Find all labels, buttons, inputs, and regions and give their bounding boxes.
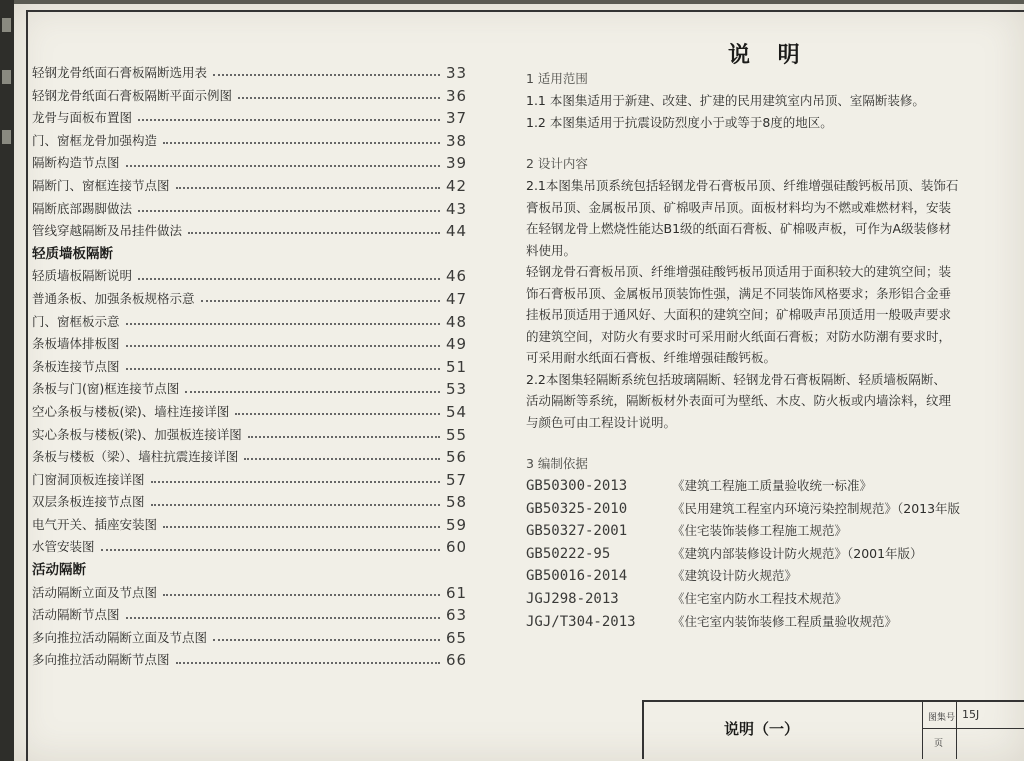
toc-entry (32, 401, 472, 424)
heading-basis: 3 编制依据 (526, 456, 588, 471)
toc-entry-page: 59 (446, 515, 468, 534)
toc-entry-title: 活动隔断节点图 (32, 607, 120, 623)
toc-entry-page: 55 (446, 425, 468, 444)
toc-entry-title: 门窗洞顶板连接详图 (32, 471, 145, 487)
toc-entry (32, 311, 472, 334)
paragraph-line: 饰石膏板吊顶、金属板吊顶装饰性强，满足不同装饰风格要求；条形铝合金垂 (526, 285, 952, 301)
toc-entry-title: 轻钢龙骨纸面石膏板隔断平面示例图 (32, 87, 233, 103)
toc-entry-page: 53 (446, 380, 468, 399)
page-title: 说 明 (728, 43, 810, 68)
toc-entry (32, 62, 472, 85)
leader-dots (138, 210, 440, 212)
toc-entry-page: 58 (446, 493, 468, 512)
leader-dots (163, 594, 440, 596)
toc-entry (32, 491, 472, 514)
toc-entry (32, 265, 472, 288)
paragraph: 1.2 本图集适用于抗震设防烈度小于或等于8度的地区。 (526, 114, 833, 130)
binding-mark (2, 70, 11, 84)
standard-code: GB50016-2014 (526, 568, 628, 585)
leader-dots (101, 549, 440, 551)
leader-dots (185, 391, 440, 393)
toc-entry-title: 龙骨与面板布置图 (32, 110, 133, 126)
leader-dots (188, 232, 440, 234)
toc-entry-title: 条板墙体排板图 (32, 336, 120, 352)
toc-entry (32, 333, 472, 356)
notes-body (526, 68, 996, 633)
toc-entry-page: 47 (446, 289, 468, 308)
leader-dots (138, 119, 440, 121)
standard-code: GB50222-95 (526, 545, 611, 562)
section-heading: 轻质墙板隔断 (32, 245, 113, 262)
toc-entry (32, 220, 472, 243)
toc-entry-page: 43 (446, 199, 468, 218)
standard-entry (526, 543, 996, 566)
leader-dots (126, 323, 440, 325)
leader-dots (126, 617, 440, 619)
standard-name: 《住宅装饰装修工程施工规范》 (672, 523, 848, 539)
leader-dots (138, 278, 440, 280)
paragraph-line: 活动隔断等系统，隔断板材外表面可为壁纸、木皮、防火板或内墙涂料，纹理 (526, 393, 952, 408)
paragraph-line: 的建筑空间，对防火有要求时可采用耐火纸面石膏板；对防水防潮有要求时， (526, 328, 952, 344)
toc-entry-page: 63 (446, 606, 468, 625)
toc-entry-page: 39 (446, 154, 468, 173)
toc-entry-title: 轻钢龙骨纸面石膏板隔断选用表 (32, 65, 208, 80)
toc-entry-page: 44 (446, 222, 468, 241)
leader-dots (213, 639, 440, 641)
toc-entry (32, 649, 472, 672)
toc-entry-title: 多向推拉活动隔断立面及节点图 (32, 629, 208, 645)
toc-entry (32, 356, 472, 379)
standard-code: JGJ/T304-2013 (526, 613, 636, 630)
toc-entry-title: 空心条板与楼板(梁)、墙柱连接详图 (32, 403, 230, 419)
toc-entry (32, 604, 472, 627)
toc-entry-page: 51 (446, 357, 468, 376)
toc-entry-title: 电气开关、插座安装图 (32, 516, 158, 532)
toc-entry-page: 48 (446, 312, 468, 331)
toc-entry-page: 37 (446, 109, 468, 128)
paragraph-line: 在轻钢龙骨上燃烧性能达B1级的纸面石膏板、矿棉吸声板，可作为A级装修材 (526, 221, 952, 236)
paragraph-line: 挂板吊顶适用于通风好、大面积的建筑空间；矿棉吸声吊顶适用一般吸声要求 (526, 307, 952, 322)
toc-entry-title: 门、窗框板示意 (32, 313, 120, 329)
paragraph-line: 2.2本图集轻隔断系统包括玻璃隔断、轻钢龙骨石膏板隔断、轻质墙板隔断、 (526, 371, 946, 387)
toc-entry (32, 514, 472, 537)
table-of-contents (32, 62, 472, 672)
toc-entry-page: 46 (446, 267, 468, 286)
toc-entry (32, 130, 472, 153)
toc-entry (32, 152, 472, 175)
toc-entry (32, 175, 472, 198)
toc-entry-page: 36 (446, 86, 468, 105)
toc-entry-title: 双层条板连接节点图 (32, 494, 145, 510)
leader-dots (126, 345, 440, 347)
toc-entry (32, 469, 472, 492)
toc-entry-title: 条板连接节点图 (32, 358, 120, 374)
toc-entry-title: 实心条板与楼板(梁)、加强板连接详图 (32, 426, 242, 442)
atlas-number-label: 图集号 (928, 713, 956, 723)
paragraph-line: 膏板吊顶、金属板吊顶、矿棉吸声吊顶。面板材料均为不燃或难燃材料，安装 (526, 199, 952, 215)
paragraph: 1.1 本图集适用于新建、改建、扩建的民用建筑室内吊顶、室隔断装修。 (526, 93, 925, 108)
toc-entry-title: 活动隔断立面及节点图 (32, 584, 158, 600)
paragraph-line: 轻钢龙骨石膏板吊顶、纤维增强硅酸钙板吊顶适用于面积较大的建筑空间；装 (526, 264, 952, 279)
standard-name: 《建筑设计防火规范》 (672, 568, 798, 584)
toc-entry (32, 536, 472, 559)
binding-mark (2, 130, 11, 144)
standard-code: GB50327-2001 (526, 523, 628, 540)
leader-dots (238, 97, 440, 99)
leader-dots (151, 481, 440, 483)
standard-code: GB50300-2013 (526, 478, 628, 494)
toc-entry-title: 水管安装图 (32, 539, 95, 555)
toc-entry-page: 56 (446, 448, 468, 467)
paragraph-line: 与颜色可由工程设计说明。 (526, 414, 677, 430)
standard-code: JGJ298-2013 (526, 590, 619, 607)
standard-name: 《住宅室内防水工程技术规范》 (672, 590, 848, 606)
standard-entry (526, 611, 996, 634)
toc-entry-title: 隔断底部踢脚做法 (32, 200, 133, 216)
toc-entry (32, 107, 472, 130)
binding-mark (2, 18, 11, 32)
leader-dots (244, 458, 440, 460)
binding-edge (0, 0, 14, 761)
toc-entry-page: 66 (446, 651, 468, 670)
toc-entry-page: 49 (446, 335, 468, 354)
leader-dots (201, 300, 440, 302)
toc-entry-page: 60 (446, 538, 468, 557)
leader-dots (176, 187, 440, 189)
paragraph-line: 料使用。 (526, 242, 577, 258)
standard-entry (526, 498, 996, 521)
standard-entry (526, 520, 996, 543)
toc-entry-page: 54 (446, 402, 468, 421)
toc-entry-title: 隔断门、窗框连接节点图 (32, 177, 170, 193)
toc-entry (32, 424, 472, 447)
paragraph-line: 2.1本图集吊顶系统包括轻钢龙骨石膏板吊顶、纤维增强硅酸钙板吊顶、装饰石 (526, 178, 959, 193)
toc-entry-title: 条板与楼板（梁）、墙柱抗震连接详图 (32, 449, 239, 465)
toc-entry-page: 61 (446, 583, 468, 602)
toc-entry (32, 582, 472, 605)
standard-entry (526, 588, 996, 611)
heading-design: 2 设计内容 (526, 156, 588, 171)
standard-name: 《住宅室内装饰装修工程质量验收规范》 (672, 613, 898, 629)
toc-entry-title: 条板与门(窗)框连接节点图 (32, 381, 180, 397)
toc-entry (32, 446, 472, 469)
standard-name: 《建筑内部装修设计防火规范》（2001年版） (672, 545, 923, 561)
leader-dots (163, 142, 440, 144)
leader-dots (213, 74, 440, 76)
toc-entry (32, 288, 472, 311)
toc-entry-title: 普通条板、加强条板规格示意 (32, 290, 195, 306)
standard-entry (526, 565, 996, 588)
toc-entry-page: 65 (446, 628, 468, 647)
heading-scope: 1 适用范围 (526, 71, 588, 86)
page-label: 页 (934, 739, 944, 749)
leader-dots (248, 436, 440, 438)
toc-entry-title: 隔断构造节点图 (32, 155, 120, 171)
standard-code: GB50325-2010 (526, 500, 628, 517)
toc-entry (32, 627, 472, 650)
standard-name: 《建筑工程施工质量验收统一标准》 (672, 478, 873, 493)
sheet-title: 说明（一） (724, 720, 800, 738)
toc-entry-title: 管线穿越隔断及吊挂件做法 (32, 223, 183, 239)
toc-entry-title: 轻质墙板隔断说明 (32, 268, 133, 284)
toc-entry (32, 198, 472, 221)
leader-dots (235, 413, 440, 415)
toc-entry-title: 门、窗框龙骨加强构造 (32, 132, 158, 148)
toc-entry-page: 33 (446, 64, 468, 82)
leader-dots (151, 504, 440, 506)
toc-entry-title: 多向推拉活动隔断节点图 (32, 652, 170, 668)
toc-entry (32, 85, 472, 108)
toc-entry (32, 378, 472, 401)
toc-entry-page: 38 (446, 131, 468, 150)
leader-dots (176, 662, 440, 664)
standard-name: 《民用建筑工程室内环境污染控制规范》（2013年版 (672, 500, 961, 516)
atlas-number: 15J (962, 708, 980, 721)
leader-dots (126, 165, 440, 167)
leader-dots (126, 368, 440, 370)
toc-entry-page: 42 (446, 176, 468, 195)
section-heading: 活动隔断 (32, 562, 86, 579)
standard-entry (526, 475, 996, 498)
paragraph-line: 可采用耐水纸面石膏板、纤维增强硅酸钙板。 (526, 350, 777, 365)
title-block (642, 700, 1024, 759)
toc-entry-page: 57 (446, 470, 468, 489)
leader-dots (163, 526, 440, 528)
